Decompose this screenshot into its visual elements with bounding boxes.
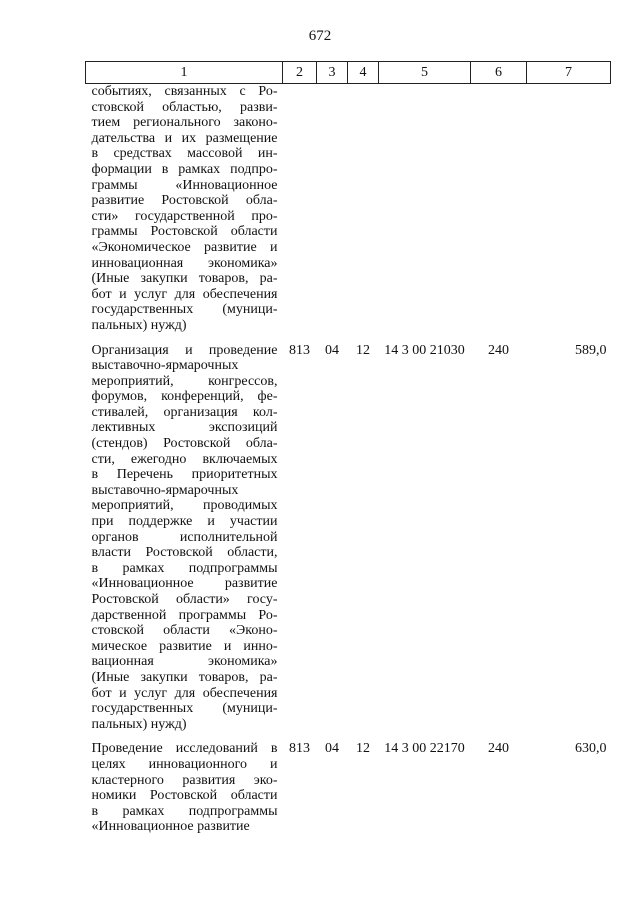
description-line: лективных экспозиций: [91, 420, 278, 436]
column-header: 3: [317, 62, 348, 84]
section-cell: [317, 84, 348, 334]
description-line: граммы Ростовской области: [91, 224, 278, 240]
description-line: тием регионального законо-: [91, 115, 278, 131]
ministry-code-cell: 813: [289, 342, 310, 358]
description-line: в средствах массовой ин-: [91, 146, 278, 162]
amount-cell: 589,0: [575, 342, 607, 358]
description-line: пальных) нужд): [91, 317, 187, 333]
amount-cell: [527, 84, 611, 334]
description-line: развитие Ростовской обла-: [91, 193, 278, 209]
description-line: вационная экономика»: [91, 654, 278, 670]
description-line: дательства и их размещение: [91, 130, 278, 146]
description-line: государственных (муници-: [91, 701, 278, 717]
description-line: выставочно-ярмарочных: [91, 358, 239, 374]
description-line: стовской областью, разви-: [91, 99, 278, 115]
row-description: [86, 334, 283, 733]
expense-type-cell: 240: [488, 342, 509, 358]
description-line: Проведение исследований в: [91, 741, 278, 757]
description-line: (стендов) Ростовской обла-: [91, 436, 278, 452]
column-header: 5: [379, 62, 471, 84]
subsection-cell: 12: [356, 342, 370, 358]
subsection-cell: [348, 84, 379, 334]
description-line: сти, ежегодно включаемых: [91, 451, 278, 467]
column-header: 1: [86, 62, 283, 84]
row-description: [86, 732, 283, 835]
description-line: номики Ростовской области: [91, 788, 278, 804]
description-line: инновационная экономика»: [91, 255, 278, 271]
description-line: в рамках подпрограммы: [91, 803, 278, 819]
description-line: пальных) нужд): [91, 716, 187, 732]
description-line: граммы «Инновационное: [91, 177, 278, 193]
ministry-code-cell: [283, 84, 317, 334]
description-line: Организация и проведение: [91, 342, 278, 358]
section-cell: 04: [325, 342, 339, 358]
description-line: бот и услуг для обеспечения: [91, 286, 278, 302]
description-line: формации в рамках подпро-: [91, 161, 278, 177]
description-line: бот и услуг для обеспечения: [91, 685, 278, 701]
description-line: мероприятий, проводимых: [91, 498, 278, 514]
description-line: «Инновационное развитие: [91, 819, 250, 835]
target-article-cell: 14 3 00 22170: [384, 741, 465, 757]
target-article-cell: 14 3 00 21030: [384, 342, 465, 358]
table-row: [86, 84, 611, 334]
description-line: в рамках подпрограммы: [91, 560, 278, 576]
description-line: дарственной программы Ро-: [91, 607, 278, 623]
description-line: «Экономическое развитие и: [91, 239, 278, 255]
amount-cell: 630,0: [575, 741, 607, 757]
subsection-cell: 12: [356, 741, 370, 757]
column-header: 6: [471, 62, 527, 84]
target-article-cell: [379, 84, 471, 334]
description-line: выставочно-ярмарочных: [91, 482, 239, 498]
table-row: [86, 732, 611, 835]
description-line: мероприятий, конгрессов,: [91, 373, 278, 389]
description-line: (Иные закупки товаров, ра-: [91, 669, 278, 685]
description-line: стивалей, организация кол-: [91, 404, 278, 420]
expense-type-cell: [471, 84, 527, 334]
budget-table: [85, 61, 611, 835]
description-line: в Перечень приоритетных: [91, 467, 278, 483]
row-description: [86, 84, 283, 334]
description-line: при поддержке и участии: [91, 514, 278, 530]
section-cell: 04: [325, 741, 339, 757]
description-line: власти Ростовской области,: [91, 545, 278, 561]
description-line: (Иные закупки товаров, ра-: [91, 271, 278, 287]
description-line: государственных (муници-: [91, 302, 278, 318]
description-line: форумов, конференций, фе-: [91, 389, 278, 405]
description-line: целях инновационного и: [91, 756, 278, 772]
page-number: 672: [308, 28, 332, 44]
column-header: 7: [527, 62, 611, 84]
description-line: «Инновационное развитие: [91, 576, 278, 592]
description-line: событиях, связанных с Ро-: [91, 84, 278, 99]
table-row: [86, 334, 611, 733]
ministry-code-cell: 813: [289, 741, 310, 757]
description-line: органов исполнительной: [91, 529, 278, 545]
description-line: стовской области «Эконо-: [91, 623, 278, 639]
table-header-row: [86, 62, 611, 84]
description-line: сти» государственной про-: [91, 208, 278, 224]
description-line: мическое развитие и инно-: [91, 638, 278, 654]
description-line: Ростовской области» госу-: [91, 592, 278, 607]
description-line: кластерного развития эко-: [91, 772, 278, 788]
column-header: 4: [348, 62, 379, 84]
column-header: 2: [283, 62, 317, 84]
expense-type-cell: 240: [488, 741, 509, 757]
